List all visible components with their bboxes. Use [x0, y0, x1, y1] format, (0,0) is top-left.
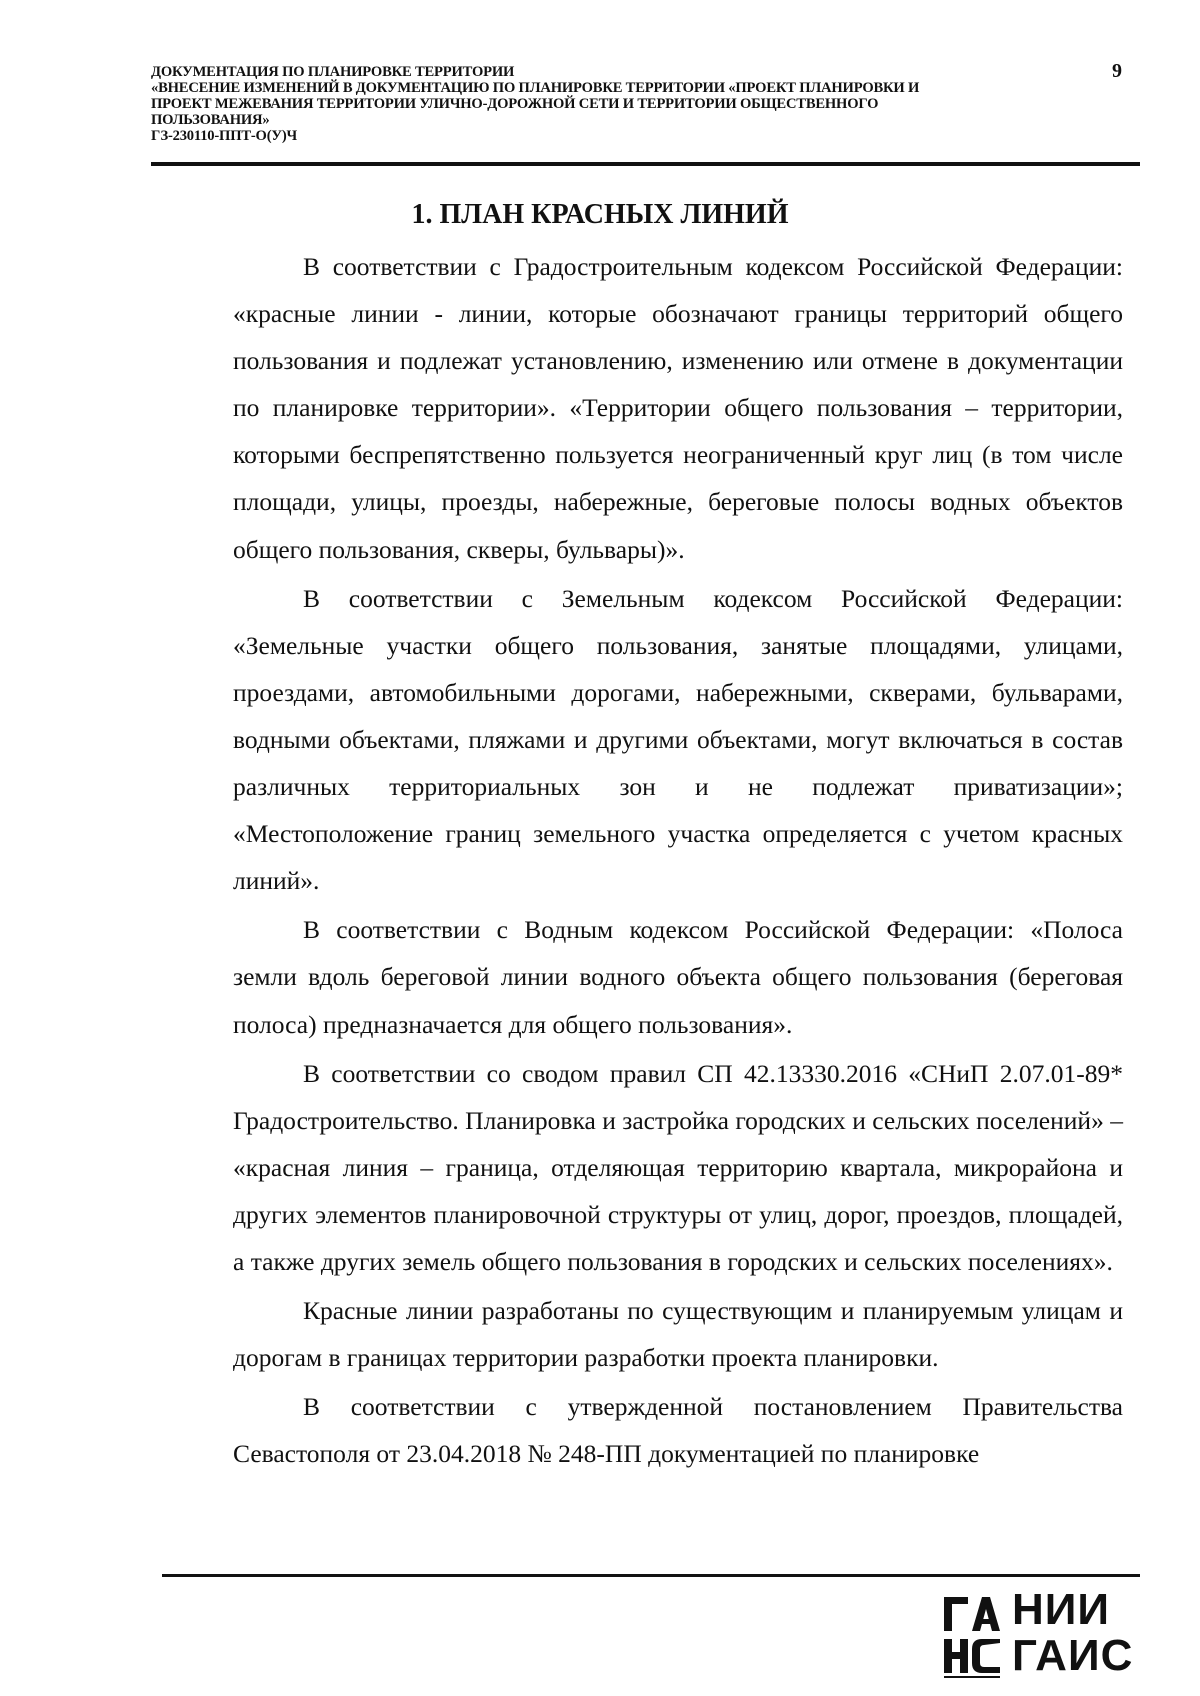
- paragraph: В соответствии с Градостроительным кодексом Российской Федерации: «красные линии - линии, которые обозначают границы территорий общего пользования и подлежат установлению, изменению или отмене в документации по планировке территории». «Территории общего пользования – территории, которыми беспрепятственно пользуется неограниченный круг лиц (в том числе площади, улицы, проезды, набережные, береговые полосы водных объектов общего пользования, скверы, бульвары)».: [233, 252, 1123, 564]
- header-line: ПОЛЬЗОВАНИЯ»: [151, 112, 270, 128]
- document-header: [151, 64, 1031, 144]
- paragraph: В соответствии с Земельным кодексом Российской Федерации: «Земельные участки общего пользования, занятые площадями, улицами, проездами, автомобильными дорогами, набережными, скверами, бульварами, водными объектами, пляжами и другими объектами, могут включаться в состав различных территориальных зон и не подлежат приватизации»; «Местоположение границ земельного участка определяется с учетом красных линий».: [233, 583, 1123, 896]
- niigais-logo: [942, 1587, 1132, 1682]
- header-line: ПРОЕКТ МЕЖЕВАНИЯ ТЕРРИТОРИИ УЛИЧНО-ДОРОЖНОЙ СЕТИ И ТЕРРИТОРИИ ОБЩЕСТВЕННОГО: [151, 96, 879, 112]
- document-code: ГЗ-230110-ППТ-О(У)Ч: [151, 128, 298, 144]
- paragraph: В соответствии с утвержденной постановлением Правительства Севастополя от 23.04.2018 № 248-ПП документацией по планировке: [233, 1392, 1123, 1469]
- logo-line-1: НИИ: [1012, 1585, 1111, 1634]
- header-line: ДОКУМЕНТАЦИЯ ПО ПЛАНИРОВКЕ ТЕРРИТОРИИ: [151, 64, 515, 80]
- page-number: 9: [1112, 60, 1122, 82]
- paragraph: Красные линии разработаны по существующим и планируемым улицам и дорогам в границах территории разработки проекта планировки.: [233, 1296, 1123, 1373]
- paragraph: В соответствии с Водным кодексом Российской Федерации: «Полоса земли вдоль береговой линии водного объекта общего пользования (береговая полоса) предназначается для общего пользования».: [233, 915, 1123, 1039]
- header-line: «ВНЕСЕНИЕ ИЗМЕНЕНИЙ В ДОКУМЕНТАЦИЮ ПО ПЛАНИРОВКЕ ТЕРРИТОРИИ «ПРОЕКТ ПЛАНИРОВКИ И: [151, 80, 920, 96]
- header-divider: [151, 162, 1140, 166]
- section-title: 1. ПЛАН КРАСНЫХ ЛИНИЙ: [411, 199, 789, 230]
- paragraph: В соответствии со сводом правил СП 42.13330.2016 «СНиП 2.07.01-89* Градостроительство. Планировка и застройка городских и сельских поселений» – «красная линия – граница, отделяющая территорию квартала, микрорайона и других элементов планировочной структуры от улиц, дорог, проездов, площадей, а также других земель общего пользования в городских и сельских поселениях».: [233, 1058, 1123, 1276]
- body-text: [233, 243, 1123, 1479]
- logo-line-2: ГАИС: [1012, 1631, 1134, 1680]
- footer-divider: [162, 1574, 1140, 1577]
- logo-wordmark: [1012, 1587, 1133, 1679]
- niigais-logo-icon: [942, 1593, 1004, 1679]
